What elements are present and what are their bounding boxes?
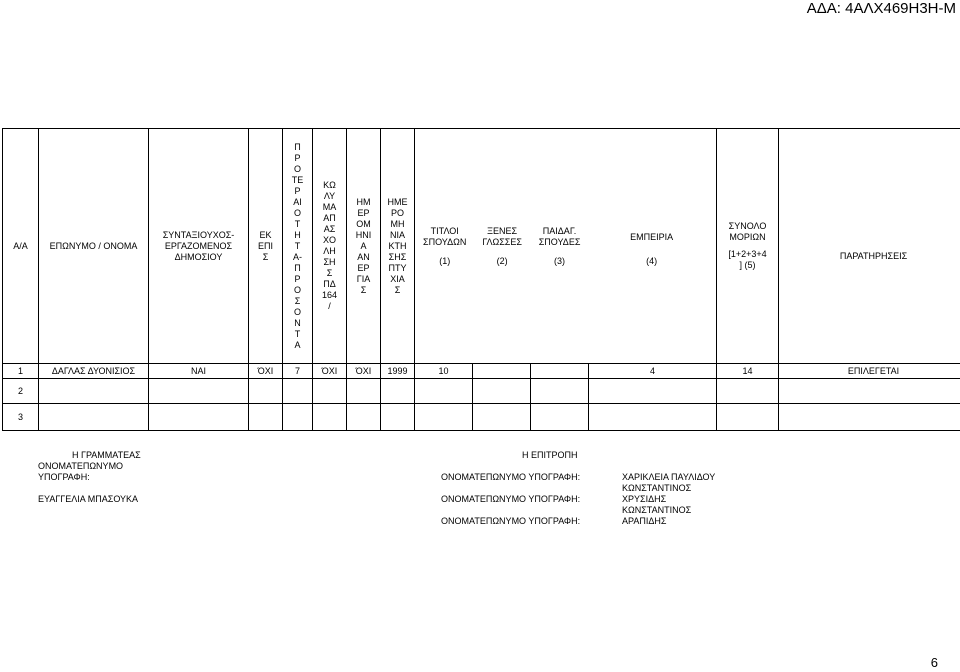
table-row — [3, 364, 960, 379]
header-num-1: (1) — [439, 255, 451, 266]
cell-syntaxiouxos — [149, 404, 249, 431]
cell-hmeromhnia-anergias — [347, 379, 381, 404]
header-num-2: (2) — [496, 255, 508, 266]
table-header-row — [3, 129, 960, 364]
header-ekpis: ΕΚ ΕΠΙ Σ — [249, 129, 283, 364]
candidates-table — [2, 128, 960, 431]
cell-paidagogikes — [531, 364, 589, 379]
cell-hmeromhnia-anergias — [347, 404, 381, 431]
committee-title: Η ΕΠΙΤΡΟΠΗ — [522, 450, 578, 460]
cell-paratiriseis — [779, 379, 960, 404]
cell-name — [39, 379, 149, 404]
cell-ekpis: ΌΧΙ — [249, 364, 283, 379]
committee-member-label: ΟΝΟΜΑΤΕΠΩΝΥΜΟ ΥΠΟΓΡΑΦΗ: — [441, 516, 581, 526]
secretary-title: Η ΓΡΑΜΜΑΤΕΑΣ — [72, 450, 141, 460]
header-kolyma: ΚΩ ΛΥ ΜΑ ΑΠ ΑΣ ΧΟ ΛΗ ΣΗ Σ ΠΔ 164 / — [313, 129, 347, 364]
cell-name: ΔΑΓΛΑΣ ΔΥΟΝΙΣΙΟΣ — [39, 364, 149, 379]
committee-member-label: ΟΝΟΜΑΤΕΠΩΝΥΜΟ ΥΠΟΓΡΑΦΗ: — [441, 494, 581, 504]
cell-ekpis — [249, 404, 283, 431]
cell-hmeromhnia-ptyxiou: 1999 — [381, 364, 415, 379]
cell-synolo: 14 — [717, 364, 779, 379]
header-paratiriseis: ΠΑΡΑΤΗΡΗΣΕΙΣ — [779, 129, 960, 364]
committee-member-name: ΑΡΑΠΙΔΗΣ — [622, 516, 667, 526]
cell-empeiria — [589, 379, 717, 404]
cell-syntaxiouxos: ΝΑΙ — [149, 364, 249, 379]
committee-member-name: ΧΡΥΣΙΔΗΣ ΚΩΝΣΤΑΝΤΙΝΟΣ — [622, 494, 692, 515]
cell-paidagogikes — [531, 379, 589, 404]
document-id: ΑΔΑ: 4ΑΛΧ469Η3Η-Μ — [806, 0, 956, 17]
cell-paratiriseis: ΕΠΙΛΕΓΕΤΑΙ — [779, 364, 960, 379]
cell-titloi: 10 — [415, 364, 473, 379]
header-hmeromhnia-anergias: ΗΜ ΕΡ ΟΜ ΗΝΙ Α ΑΝ ΕΡ ΓΙΑ Σ — [347, 129, 381, 364]
header-proteraiotita: Π Ρ Ο ΤΕ Ρ ΑΙ Ο Τ Η Τ Α- Π Ρ Ο Σ Ο Ν Τ Α — [283, 129, 313, 364]
table-row — [3, 379, 960, 404]
page-number: 6 — [930, 655, 938, 670]
header-hmeromhnia-ptyxiou: ΗΜΕ ΡΟ ΜΗ ΝΙΑ ΚΤΗ ΣΗΣ ΠΤΥ ΧΙΑ Σ — [381, 129, 415, 364]
cell-glosses — [473, 404, 531, 431]
cell-name — [39, 404, 149, 431]
cell-ekpis — [249, 379, 283, 404]
header-paidagogikes: ΠΑΙΔΑΓ. ΣΠΟΥΔΕΣ — [538, 225, 581, 247]
cell-glosses — [473, 379, 531, 404]
cell-proteraiotita — [283, 404, 313, 431]
cell-titloi — [415, 404, 473, 431]
table-row — [3, 404, 960, 431]
cell-titloi — [415, 379, 473, 404]
cell-kolyma — [313, 404, 347, 431]
cell-hmeromhnia-ptyxiou — [381, 404, 415, 431]
cell-paidagogikes — [531, 404, 589, 431]
committee-member-name: ΧΑΡΙΚΛΕΙΑ ΠΑΥΛΙΔΟΥ ΚΩΝΣΤΑΝΤΙΝΟΣ — [622, 472, 716, 493]
secretary-sign-label: ΥΠΟΓΡΑΦΗ: — [38, 472, 90, 482]
header-criteria-group — [415, 129, 717, 364]
cell-proteraiotita: 7 — [283, 364, 313, 379]
cell-paratiriseis — [779, 404, 960, 431]
header-glosses: ΞΕΝΕΣ ΓΛΩΣΣΕΣ — [482, 225, 522, 247]
secretary-name: ΕΥΑΓΓΕΛΙΑ ΜΠΑΣΟΥΚΑ — [38, 494, 139, 504]
cell-glosses — [473, 364, 531, 379]
cell-hmeromhnia-ptyxiou — [381, 379, 415, 404]
header-titloi: ΤΙΤΛΟΙ ΣΠΟΥΔΩΝ — [423, 225, 467, 247]
cell-hmeromhnia-anergias: ΌΧΙ — [347, 364, 381, 379]
header-num-4: (4) — [646, 255, 658, 266]
header-syntaxiouxos: ΣΥΝΤΑΞΙΟΥΧΟΣ- ΕΡΓΑΖΟΜΕΝΟΣ ΔΗΜΟΣΙΟΥ — [149, 129, 249, 364]
cell-synolo — [717, 379, 779, 404]
cell-empeiria: 4 — [589, 364, 717, 379]
cell-aa: 3 — [3, 404, 39, 431]
cell-proteraiotita — [283, 379, 313, 404]
header-aa: Α/Α — [3, 129, 39, 364]
cell-syntaxiouxos — [149, 379, 249, 404]
header-empeiria: ΕΜΠΕΙΡΙΑ — [630, 231, 674, 242]
cell-aa: 1 — [3, 364, 39, 379]
header-name: ΕΠΩΝΥΜΟ / ΟΝΟΜΑ — [39, 129, 149, 364]
cell-synolo — [717, 404, 779, 431]
cell-aa: 2 — [3, 379, 39, 404]
cell-kolyma: ΌΧΙ — [313, 364, 347, 379]
header-synolo-formula: [1+2+3+4 ] (5) — [728, 249, 767, 270]
secretary-name-label: ΟΝΟΜΑΤΕΠΩΝΥΜΟ — [38, 461, 124, 471]
committee-member-label: ΟΝΟΜΑΤΕΠΩΝΥΜΟ ΥΠΟΓΡΑΦΗ: — [441, 472, 581, 482]
header-num-3: (3) — [554, 255, 566, 266]
header-synolo: ΣΥΝΟΛΟ ΜΟΡΙΩΝ [1+2+3+4 ] (5) — [717, 129, 779, 364]
cell-kolyma — [313, 379, 347, 404]
cell-empeiria — [589, 404, 717, 431]
